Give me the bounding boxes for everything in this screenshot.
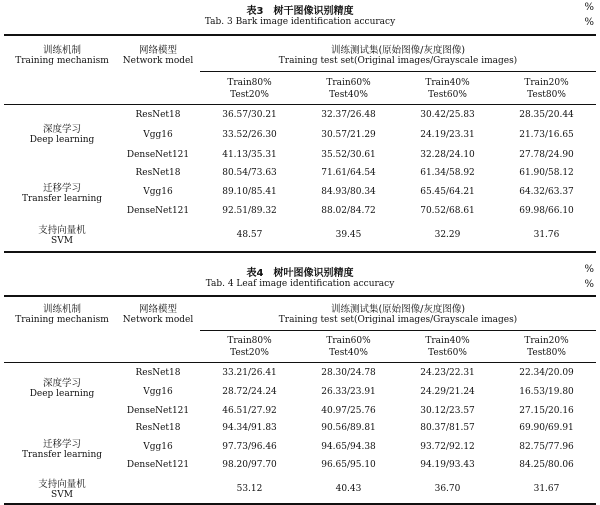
header-model: 网络模型: [138, 304, 177, 315]
accuracy-value: 71.61/64.54: [321, 168, 376, 178]
model-name: DenseNet121: [126, 206, 190, 216]
header-test-set: 训练测试集(原始图像/灰度图像): [330, 304, 466, 315]
accuracy-value: 28.35/20.44: [519, 110, 574, 120]
accuracy-value: 16.53/19.80: [519, 387, 574, 397]
model-name: ResNet18: [135, 423, 181, 433]
model-name: Vgg16: [143, 130, 173, 140]
accuracy-value: 39.45: [335, 230, 362, 240]
accuracy-value: 24.19/23.31: [420, 130, 475, 140]
mechanism-label-en: Deep learning: [29, 135, 95, 145]
header-mechanism-en: Training mechanism: [15, 56, 109, 66]
table-title-en: Tab. 3 Bark image identification accuracy: [204, 17, 396, 27]
header-mechanism: 训练机制: [42, 304, 81, 315]
table-leaf: [0, 258, 600, 505]
accuracy-value: 41.13/35.31: [222, 150, 277, 160]
mechanism-label-en: SVM: [51, 490, 73, 500]
unit-label: %: [584, 279, 594, 290]
mechanism-label-en: SVM: [51, 236, 73, 246]
split-test: Test40%: [329, 348, 368, 358]
top-rule: [4, 34, 596, 36]
accuracy-value: 97.73/96.46: [222, 442, 277, 452]
header-mechanism: 训练机制: [42, 45, 81, 56]
table-title-en: Tab. 4 Leaf image identification accuracy: [205, 279, 395, 289]
accuracy-value: 27.78/24.90: [519, 150, 574, 160]
unit-label: %: [584, 17, 594, 28]
split-train: Train40%: [425, 336, 470, 346]
accuracy-value: 24.29/21.24: [420, 387, 475, 397]
accuracy-value: 61.90/58.12: [519, 168, 574, 178]
header-model: 网络模型: [138, 45, 177, 56]
accuracy-value: 36.57/30.21: [222, 110, 277, 120]
accuracy-value: 46.51/27.92: [222, 406, 277, 416]
mechanism-label: 支持向量机: [38, 479, 86, 490]
mechanism-label: 深度学习: [42, 378, 81, 389]
accuracy-value: 90.56/89.81: [321, 423, 376, 433]
header-divider: [200, 71, 596, 72]
accuracy-value: 31.67: [533, 484, 560, 494]
accuracy-value: 82.75/77.96: [519, 442, 574, 452]
accuracy-value: 69.90/69.91: [519, 423, 574, 433]
mechanism-label: 深度学习: [42, 124, 81, 135]
accuracy-value: 48.57: [236, 230, 263, 240]
model-name: DenseNet121: [126, 150, 190, 160]
accuracy-value: 30.42/25.83: [420, 110, 475, 120]
header-bottom-rule: [4, 362, 596, 363]
table-bark: [0, 0, 600, 246]
mechanism-label: 支持向量机: [38, 225, 86, 236]
header-mechanism-en: Training mechanism: [15, 315, 109, 325]
split-train: Train20%: [524, 336, 569, 346]
split-test: Test20%: [230, 348, 269, 358]
header-divider: [200, 330, 596, 331]
unit-label: %: [584, 2, 594, 13]
accuracy-value: 69.98/66.10: [519, 206, 574, 216]
accuracy-value: 32.37/26.48: [321, 110, 376, 120]
split-train: Train80%: [227, 336, 272, 346]
accuracy-value: 27.15/20.16: [519, 406, 574, 416]
accuracy-value: 93.72/92.12: [420, 442, 475, 452]
split-test: Test20%: [230, 90, 269, 100]
header-model-en: Network model: [122, 56, 194, 66]
accuracy-value: 89.10/85.41: [222, 187, 277, 197]
model-name: DenseNet121: [126, 406, 190, 416]
model-name: DenseNet121: [126, 460, 190, 470]
accuracy-value: 32.28/24.10: [420, 150, 475, 160]
split-test: Test60%: [428, 348, 467, 358]
accuracy-value: 32.29: [434, 230, 461, 240]
accuracy-value: 96.65/95.10: [321, 460, 376, 470]
mechanism-label: 迁移学习: [42, 183, 81, 194]
model-name: ResNet18: [135, 110, 181, 120]
model-name: Vgg16: [143, 187, 173, 197]
accuracy-value: 40.97/25.76: [321, 406, 376, 416]
split-test: Test80%: [527, 348, 566, 358]
accuracy-value: 30.12/23.57: [420, 406, 475, 416]
split-test: Test80%: [527, 90, 566, 100]
mechanism-label-en: Deep learning: [29, 389, 95, 399]
split-train: Train40%: [425, 78, 470, 88]
accuracy-value: 80.37/81.57: [420, 423, 475, 433]
accuracy-value: 28.72/24.24: [222, 387, 277, 397]
accuracy-value: 30.57/21.29: [321, 130, 376, 140]
split-train: Train80%: [227, 78, 272, 88]
model-name: ResNet18: [135, 368, 181, 378]
mechanism-label: 迁移学习: [42, 439, 81, 450]
split-test: Test40%: [329, 90, 368, 100]
split-test: Test60%: [428, 90, 467, 100]
table-title: 表4 树叶图像识别精度: [246, 268, 354, 279]
accuracy-value: 98.20/97.70: [222, 460, 277, 470]
accuracy-value: 92.51/89.32: [222, 206, 277, 216]
accuracy-value: 35.52/30.61: [321, 150, 376, 160]
accuracy-value: 40.43: [335, 484, 362, 494]
accuracy-value: 88.02/84.72: [321, 206, 376, 216]
accuracy-value: 26.33/23.91: [321, 387, 376, 397]
split-train: Train20%: [524, 78, 569, 88]
split-train: Train60%: [326, 78, 371, 88]
bottom-rule: [4, 251, 596, 253]
unit-label: %: [584, 264, 594, 275]
top-rule: [4, 295, 596, 297]
accuracy-value: 80.54/73.63: [222, 168, 277, 178]
accuracy-value: 94.65/94.38: [321, 442, 376, 452]
model-name: ResNet18: [135, 168, 181, 178]
accuracy-value: 94.34/91.83: [222, 423, 277, 433]
accuracy-value: 64.32/63.37: [519, 187, 574, 197]
header-test-set-en: Training test set(Original images/Grayscale images): [278, 315, 518, 325]
accuracy-value: 22.34/20.09: [519, 368, 574, 378]
accuracy-value: 84.93/80.34: [321, 187, 376, 197]
model-name: Vgg16: [143, 387, 173, 397]
table-title: 表3 树干图像识别精度: [246, 6, 354, 17]
accuracy-value: 21.73/16.65: [519, 130, 574, 140]
header-test-set-en: Training test set(Original images/Grayscale images): [278, 56, 518, 66]
accuracy-value: 36.70: [434, 484, 461, 494]
accuracy-value: 61.34/58.92: [420, 168, 475, 178]
accuracy-value: 33.52/26.30: [222, 130, 277, 140]
model-name: Vgg16: [143, 442, 173, 452]
accuracy-value: 53.12: [236, 484, 263, 494]
accuracy-value: 33.21/26.41: [222, 368, 277, 378]
accuracy-value: 31.76: [533, 230, 560, 240]
bottom-rule: [4, 503, 596, 505]
accuracy-value: 65.45/64.21: [420, 187, 475, 197]
accuracy-value: 70.52/68.61: [420, 206, 475, 216]
accuracy-value: 94.19/93.43: [420, 460, 475, 470]
header-model-en: Network model: [122, 315, 194, 325]
mechanism-label-en: Transfer learning: [21, 194, 102, 204]
split-train: Train60%: [326, 336, 371, 346]
mechanism-label-en: Transfer learning: [21, 450, 102, 460]
header-bottom-rule: [4, 104, 596, 105]
accuracy-value: 84.25/80.06: [519, 460, 574, 470]
accuracy-value: 24.23/22.31: [420, 368, 475, 378]
accuracy-value: 28.30/24.78: [321, 368, 376, 378]
header-test-set: 训练测试集(原始图像/灰度图像): [330, 45, 466, 56]
